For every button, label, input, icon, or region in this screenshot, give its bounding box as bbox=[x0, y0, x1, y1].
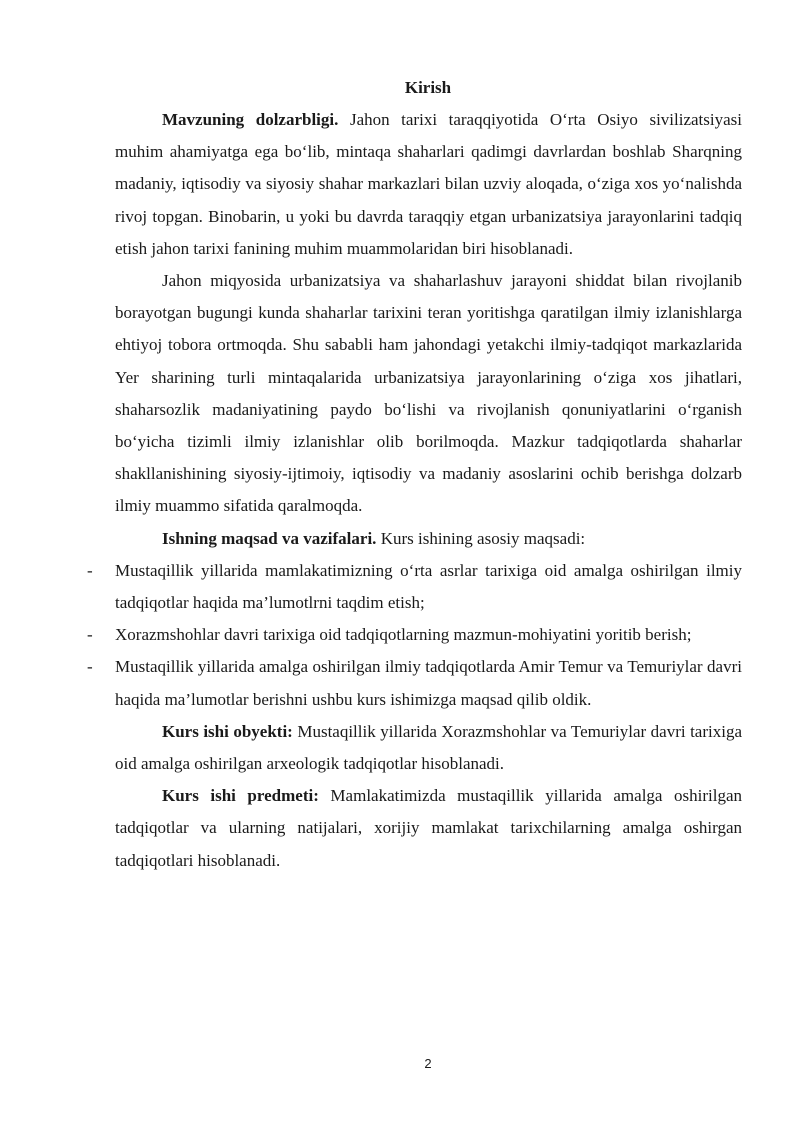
subject-heading: Kurs ishi predmeti: bbox=[162, 786, 319, 806]
relevance-text: Jahon tarixi taraqqiyotida O‘rta Osiyo sivilizatsiyasi muhim ahamiyatga ega bo‘lib, mintaqa shaharlari qadimgi davrlardan boshlab Sharqning madaniy, iqtisodiy va siyosiy shahar markazlari bilan uzviy aloqada, o‘ziga xos yo‘nalishda rivoj topgan. Binobarin, u yoki bu davrda taraqqiy etgan urbanizatsiya jarayonlarini tadqiq etish jahon tarixi fanining muhim muammolaridan biri hisoblanadi. bbox=[115, 110, 742, 258]
list-marker: - bbox=[87, 657, 93, 677]
page-title: Kirish bbox=[404, 78, 452, 97]
object-text: Mustaqillik yillarida Xorazmshohlar va Temuriylar davri tarixiga oid amalga oshirilgan arxeologik tadqiqotlar hisoblanadi. bbox=[115, 721, 742, 774]
list-marker: - bbox=[87, 560, 93, 580]
list-item-text: Mustaqillik yillarida amalga oshirilgan ilmiy tadqiqotlarda Amir Temur va Temuriylar davri haqida ma’lumotlar berishni ushbu kurs ishimizga maqsad qilib oldik. bbox=[115, 657, 742, 709]
list-item bbox=[87, 651, 742, 715]
paragraph-world bbox=[115, 265, 742, 523]
document-body bbox=[87, 104, 742, 877]
goals-heading: Ishning maqsad va vazifalari. bbox=[162, 528, 377, 548]
subject-text: Mamlakatimizda mustaqillik yillarida amalga oshirilgan tadqiqotlar va ularning natijalari, xorijiy mamlakat tarixchilarning amalga oshirgan tadqiqotlari hisoblanadi. bbox=[115, 786, 742, 870]
world-text: Jahon miqyosida urbanizatsiya va shaharlashuv jarayoni shiddat bilan rivojlanib borayotgan bugungi kunda shaharlar tarixini teran yoritishga qaratilgan ilmiy izlanishlarga ehtiyoj tobora ortmoqda. Shu sababli ham jahondagi yetakchi ilmiy-tadqiqot markazlarida Yer sharining turli mintaqalarida urbanizatsiya jarayonlarining o‘ziga xos jihatlari, shaharsozlik madaniyatining paydo bo‘lishi va rivojlanish qonuniyatlarini o‘rganish bo‘yicha tizimli ilmiy izlanishlar olib borilmoqda. Mazkur tadqiqotlarda shaharlar shakllanishining siyosiy-ijtimoiy, iqtisodiy va madaniy asoslarini ochib berishga dolzarb ilmiy muammo sifatida qaralmoqda. bbox=[115, 271, 742, 516]
object-heading: Kurs ishi obyekti: bbox=[162, 721, 293, 741]
paragraph-subject bbox=[115, 780, 742, 877]
list-item bbox=[87, 555, 742, 619]
list-marker: - bbox=[87, 625, 93, 645]
page-number: 2 bbox=[424, 1056, 432, 1071]
goals-text: Kurs ishining asosiy maqsadi: bbox=[376, 528, 586, 548]
list-item-text: Mustaqillik yillarida mamlakatimizning o‘rta asrlar tarixiga oid amalga oshirilgan ilmiy tadqiqotlar haqida ma’lumotlrni taqdim etish; bbox=[115, 560, 742, 613]
list-item-text: Xorazmshohlar davri tarixiga oid tadqiqotlarning mazmun-mohiyatini yoritib berish; bbox=[115, 625, 692, 645]
relevance-heading: Mavzuning dolzarbligi. bbox=[162, 110, 339, 129]
paragraph-goals bbox=[115, 523, 742, 555]
goals-list bbox=[87, 555, 742, 716]
paragraph-relevance bbox=[115, 104, 742, 265]
paragraph-object bbox=[115, 716, 742, 780]
list-item bbox=[87, 619, 742, 651]
